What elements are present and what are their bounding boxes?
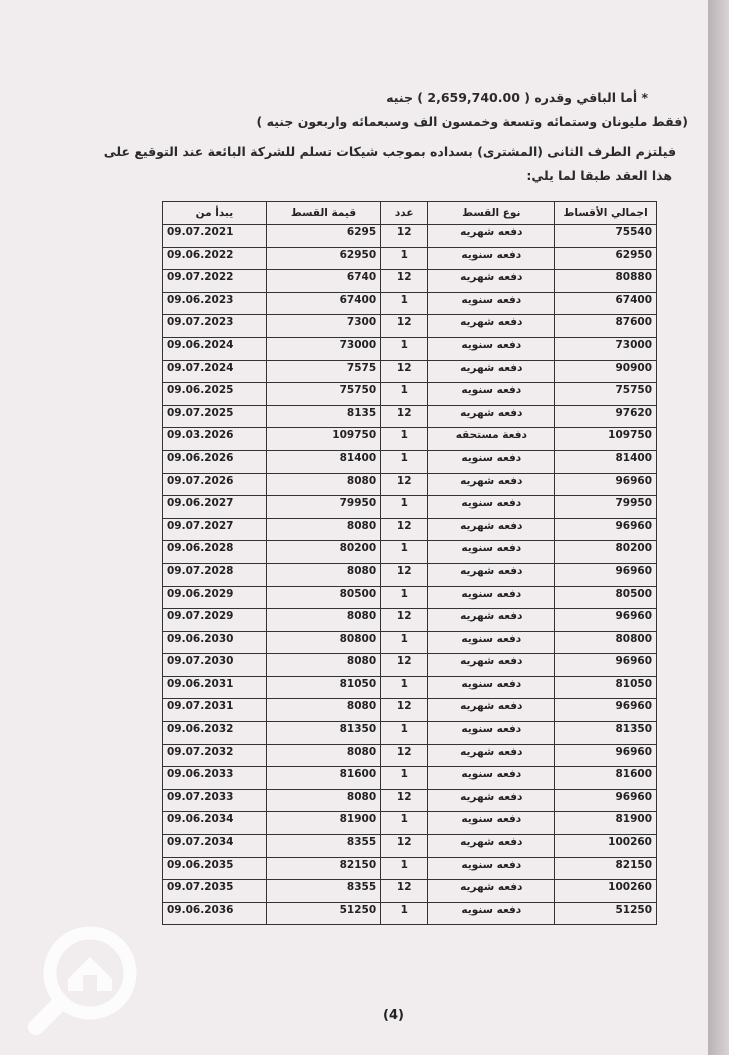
start-date-cell: 09.07.2028 [163,563,267,586]
start-date-cell: 09.06.2022 [163,247,267,270]
start-date-cell: 09.06.2023 [163,292,267,315]
table-row [163,473,657,496]
installment-type-cell: دفعه شهريه [428,225,555,248]
count-cell: 12 [381,880,428,903]
count-cell: 1 [381,428,428,451]
total-cell: 96960 [555,473,657,496]
installment-type-cell: دفعه سنويه [428,631,555,654]
installment-value-cell: 8080 [266,473,380,496]
total-cell: 80800 [555,631,657,654]
installment-value-cell: 8080 [266,518,380,541]
installment-type-cell: دفعه سنويه [428,857,555,880]
table-row [163,541,657,564]
total-cell: 96960 [555,699,657,722]
header-count: عدد [381,202,428,225]
table-row [163,857,657,880]
count-cell: 12 [381,360,428,383]
installment-type-cell: دفعه شهريه [428,880,555,903]
total-cell: 87600 [555,315,657,338]
installment-value-cell: 7575 [266,360,380,383]
installment-type-cell: دفعه سنويه [428,541,555,564]
table-row [163,247,657,270]
start-date-cell: 09.07.2033 [163,789,267,812]
start-date-cell: 09.06.2035 [163,857,267,880]
table-row [163,676,657,699]
count-cell: 12 [381,270,428,293]
count-cell: 12 [381,835,428,858]
installment-type-cell: دفعه سنويه [428,676,555,699]
total-cell: 96960 [555,563,657,586]
installment-value-cell: 6295 [266,225,380,248]
total-cell: 100260 [555,835,657,858]
installment-type-cell: دفعه شهريه [428,270,555,293]
count-cell: 12 [381,654,428,677]
count-cell: 1 [381,631,428,654]
count-cell: 1 [381,586,428,609]
installment-value-cell: 75750 [266,383,380,406]
installment-value-cell: 81400 [266,450,380,473]
installment-type-cell: دفعه شهريه [428,563,555,586]
start-date-cell: 09.06.2026 [163,450,267,473]
obligation-text-cont: هذا العقد طبقا لما يلي: [526,168,672,183]
installment-value-cell: 82150 [266,857,380,880]
total-cell: 97620 [555,405,657,428]
installment-value-cell: 80200 [266,541,380,564]
start-date-cell: 09.07.2034 [163,835,267,858]
start-date-cell: 09.06.2036 [163,902,267,925]
installment-type-cell: دفعه شهريه [428,609,555,632]
count-cell: 12 [381,473,428,496]
count-cell: 1 [381,812,428,835]
table-header-row [163,202,657,225]
count-cell: 1 [381,767,428,790]
start-date-cell: 09.07.2022 [163,270,267,293]
installment-value-cell: 109750 [266,428,380,451]
total-cell: 51250 [555,902,657,925]
count-cell: 1 [381,496,428,519]
table-row [163,812,657,835]
total-cell: 81050 [555,676,657,699]
count-cell: 12 [381,405,428,428]
header-total: اجمالي الأقساط [555,202,657,225]
installment-type-cell: دفعه سنويه [428,722,555,745]
start-date-cell: 09.07.2024 [163,360,267,383]
count-cell: 12 [381,518,428,541]
table-row [163,699,657,722]
installment-value-cell: 81900 [266,812,380,835]
obligation-text: فيلتزم الطرف الثانى (المشترى) بسداده بموجب شيكات تسلم للشركة البائعة عند التوقيع على [103,144,676,159]
remaining-amount-line [386,90,648,105]
count-cell: 1 [381,450,428,473]
count-cell: 12 [381,699,428,722]
installment-type-cell: دفعه شهريه [428,744,555,767]
start-date-cell: 09.06.2034 [163,812,267,835]
installment-value-cell: 80800 [266,631,380,654]
installment-value-cell: 8355 [266,880,380,903]
remaining-amount-value: 2,659,740.00 [427,90,520,105]
total-cell: 73000 [555,337,657,360]
count-cell: 12 [381,744,428,767]
installment-value-cell: 7300 [266,315,380,338]
installment-type-cell: دفعه شهريه [428,473,555,496]
installment-value-cell: 8080 [266,789,380,812]
start-date-cell: 09.07.2035 [163,880,267,903]
table-row [163,744,657,767]
table-row [163,405,657,428]
installment-type-cell: دفعه شهريه [428,315,555,338]
installment-value-cell: 62950 [266,247,380,270]
table-row [163,315,657,338]
total-cell: 80200 [555,541,657,564]
installment-type-cell: دفعه سنويه [428,767,555,790]
installment-value-cell: 51250 [266,902,380,925]
installment-type-cell: دفعة مستحقه [428,428,555,451]
installment-value-cell: 8135 [266,405,380,428]
installment-type-cell: دفعه سنويه [428,450,555,473]
start-date-cell: 09.07.2021 [163,225,267,248]
table-row [163,902,657,925]
total-cell: 80880 [555,270,657,293]
start-date-cell: 09.06.2032 [163,722,267,745]
table-row [163,631,657,654]
installment-type-cell: دفعه سنويه [428,292,555,315]
table-row [163,337,657,360]
installment-value-cell: 8080 [266,609,380,632]
table-row [163,586,657,609]
total-cell: 81600 [555,767,657,790]
start-date-cell: 09.07.2023 [163,315,267,338]
count-cell: 1 [381,857,428,880]
total-cell: 96960 [555,744,657,767]
start-date-cell: 09.06.2031 [163,676,267,699]
table-row [163,450,657,473]
table-row [163,428,657,451]
installment-value-cell: 8080 [266,744,380,767]
count-cell: 1 [381,722,428,745]
table-row [163,270,657,293]
start-date-cell: 09.06.2030 [163,631,267,654]
start-date-cell: 09.07.2027 [163,518,267,541]
total-cell: 81350 [555,722,657,745]
installment-value-cell: 8080 [266,699,380,722]
table-row [163,835,657,858]
installment-type-cell: دفعه شهريه [428,789,555,812]
start-date-cell: 09.07.2026 [163,473,267,496]
total-cell: 96960 [555,789,657,812]
table-row [163,518,657,541]
installment-type-cell: دفعه سنويه [428,247,555,270]
count-cell: 12 [381,609,428,632]
total-cell: 96960 [555,609,657,632]
installment-value-cell: 8080 [266,563,380,586]
start-date-cell: 09.07.2031 [163,699,267,722]
table-row [163,496,657,519]
installment-type-cell: دفعه شهريه [428,654,555,677]
remaining-amount-label: * أما الباقي وقدره ( [524,90,648,105]
table-row [163,880,657,903]
table-row [163,292,657,315]
total-cell: 81400 [555,450,657,473]
start-date-cell: 09.07.2030 [163,654,267,677]
count-cell: 1 [381,292,428,315]
total-cell: 62950 [555,247,657,270]
installment-type-cell: دفعه شهريه [428,518,555,541]
installment-type-cell: دفعه شهريه [428,360,555,383]
total-cell: 75750 [555,383,657,406]
total-cell: 79950 [555,496,657,519]
count-cell: 12 [381,563,428,586]
count-cell: 1 [381,247,428,270]
table-row [163,654,657,677]
installment-type-cell: دفعه سنويه [428,383,555,406]
page-number: (4) [383,1008,404,1023]
start-date-cell: 09.06.2028 [163,541,267,564]
start-date-cell: 09.06.2025 [163,383,267,406]
installment-value-cell: 81050 [266,676,380,699]
start-date-cell: 09.03.2026 [163,428,267,451]
installment-type-cell: دفعه شهريه [428,405,555,428]
count-cell: 12 [381,789,428,812]
total-cell: 67400 [555,292,657,315]
count-cell: 1 [381,676,428,699]
installment-type-cell: دفعه شهريه [428,699,555,722]
total-cell: 90900 [555,360,657,383]
table-row [163,609,657,632]
count-cell: 1 [381,902,428,925]
total-cell: 96960 [555,518,657,541]
header-installment-type: نوع القسط [428,202,555,225]
installment-type-cell: دفعه سنويه [428,496,555,519]
installment-value-cell: 67400 [266,292,380,315]
currency-label: ) جنيه [386,90,424,105]
installment-type-cell: دفعه شهريه [428,835,555,858]
start-date-cell: 09.07.2029 [163,609,267,632]
installment-value-cell: 81600 [266,767,380,790]
count-cell: 1 [381,541,428,564]
start-date-cell: 09.07.2025 [163,405,267,428]
table-row [163,225,657,248]
installment-type-cell: دفعه سنويه [428,586,555,609]
installment-value-cell: 8355 [266,835,380,858]
count-cell: 12 [381,315,428,338]
start-date-cell: 09.06.2033 [163,767,267,790]
total-cell: 109750 [555,428,657,451]
installment-type-cell: دفعه سنويه [428,337,555,360]
table-row [163,563,657,586]
start-date-cell: 09.07.2032 [163,744,267,767]
count-cell: 1 [381,337,428,360]
total-cell: 100260 [555,880,657,903]
count-cell: 1 [381,383,428,406]
installment-value-cell: 73000 [266,337,380,360]
table-row [163,789,657,812]
header-installment-value: قيمة القسط [266,202,380,225]
total-cell: 80500 [555,586,657,609]
page-edge [708,0,729,1055]
home-search-icon [28,925,158,1035]
table-row [163,383,657,406]
total-cell: 96960 [555,654,657,677]
installment-value-cell: 6740 [266,270,380,293]
total-cell: 81900 [555,812,657,835]
installment-value-cell: 8080 [266,654,380,677]
installment-value-cell: 79950 [266,496,380,519]
total-cell: 75540 [555,225,657,248]
total-cell: 82150 [555,857,657,880]
installment-type-cell: دفعه سنويه [428,902,555,925]
amount-in-words: (فقط مليونان وستمائه وتسعة وخمسون الف وسبعمائه واربعون جنيه ) [256,114,688,129]
installments-table [162,201,657,925]
start-date-cell: 09.06.2027 [163,496,267,519]
table-row [163,767,657,790]
table-row [163,360,657,383]
installment-value-cell: 80500 [266,586,380,609]
count-cell: 12 [381,225,428,248]
start-date-cell: 09.06.2029 [163,586,267,609]
header-start-date: يبدأ من [163,202,267,225]
table-row [163,722,657,745]
start-date-cell: 09.06.2024 [163,337,267,360]
installment-value-cell: 81350 [266,722,380,745]
installment-type-cell: دفعه سنويه [428,812,555,835]
